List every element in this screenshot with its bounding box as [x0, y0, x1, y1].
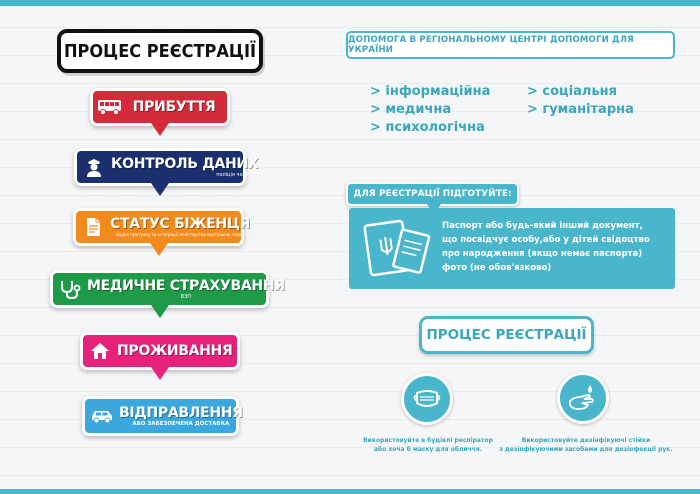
hands-caption [495, 436, 677, 454]
step-arrival [90, 88, 230, 126]
help-type-item: > медична [370, 102, 452, 117]
documents-icon [358, 216, 432, 282]
process-title [57, 29, 263, 73]
procedure-title-text: ПРОЦЕС РЕЄСТРАЦІЇ [426, 327, 587, 343]
step-medical-insurance [50, 270, 285, 308]
help-types-left [370, 83, 490, 137]
prepare-line: фото (не обов'язково) [442, 263, 552, 273]
police-officer-icon [77, 157, 111, 177]
step-data-control [74, 148, 259, 186]
help-center-title-text: ДОПОМОГА В РЕГІОНАЛЬНОМУ ЦЕНТРІ ДОПОМОГИ ДЛЯ УКРАЇНИ [348, 35, 634, 55]
step-departure-sub: АБО ЗАБЕЗПЕЧЕНА ДОСТАВКА [132, 420, 230, 427]
process-title-text: ПРОЦЕС РЕЄСТРАЦІЇ [63, 40, 256, 62]
procedure-title [419, 316, 594, 354]
step-medical-insurance-label: МЕДИЧНЕ СТРАХУВАННЯ [87, 277, 285, 294]
step-housing-pointer [151, 367, 169, 380]
step-medical-insurance-pointer [151, 305, 169, 318]
step-data-control-label: КОНТРОЛЬ ДАНИХ [111, 155, 259, 172]
top-accent-bar [0, 0, 700, 6]
step-housing-label: ПРОЖИВАННЯ [117, 342, 233, 359]
mask-caption [350, 436, 506, 454]
help-center-title [346, 31, 675, 59]
prepare-text [442, 219, 670, 275]
prepare-line: що посвідчує особу,або у дітей свідоцтво [442, 235, 650, 245]
face-mask-icon [401, 373, 453, 425]
step-data-control-pointer [151, 183, 169, 196]
car-icon [85, 408, 119, 424]
document-icon [76, 217, 110, 237]
prepare-title [346, 182, 519, 206]
step-arrival-pointer [151, 123, 169, 136]
prepare-line: Паспорт або будь-який інший документ, [442, 221, 643, 231]
help-type-item: > інформаційна [370, 84, 491, 99]
mask-caption-line: або хоча б маску для обличчя. [373, 446, 483, 453]
prepare-line: про народження (якщо немає паспорта) [442, 249, 643, 259]
help-type-item: > психологічна [370, 120, 485, 135]
bottom-accent-bar [0, 489, 700, 494]
help-type-item: > соціальня [527, 84, 617, 99]
mask-caption-line: Використовуйте в будівлі респіратор [363, 437, 493, 444]
bus-icon [93, 99, 127, 115]
hands-caption-line: з дезінфікуючими засобами для дезінфекції рук. [499, 446, 673, 453]
step-refugee-status-label: СТАТУС БІЖЕНЦЯ [110, 215, 251, 232]
step-arrival-label: ПРИБУТТЯ [132, 98, 216, 115]
prepare-panel [349, 208, 675, 289]
help-types-right [527, 83, 634, 119]
hand-sanitizer-icon [557, 372, 609, 424]
step-refugee-status-pointer [150, 243, 168, 256]
step-refugee-status-sub: відділ притулку та інтеграції міністерства внутрішніх справ [116, 231, 244, 237]
step-medical-insurance-sub: ВЗП [180, 293, 192, 300]
step-housing [80, 332, 240, 370]
step-data-control-sub: поліція чехії [216, 171, 249, 178]
house-icon [83, 342, 117, 360]
stethoscope-icon [53, 279, 87, 299]
step-departure-label: ВІДПРАВЛЕННЯ [119, 404, 243, 421]
step-departure [82, 396, 243, 436]
help-type-item: > гуманітарна [527, 102, 634, 117]
hands-caption-line: Використовуйте дезінфікуючі стійки [521, 437, 651, 444]
prepare-title-text: ДЛЯ РЕЄСТРАЦІЇ ПІДГОТУЙТЕ: [353, 189, 512, 199]
step-refugee-status [73, 208, 251, 246]
